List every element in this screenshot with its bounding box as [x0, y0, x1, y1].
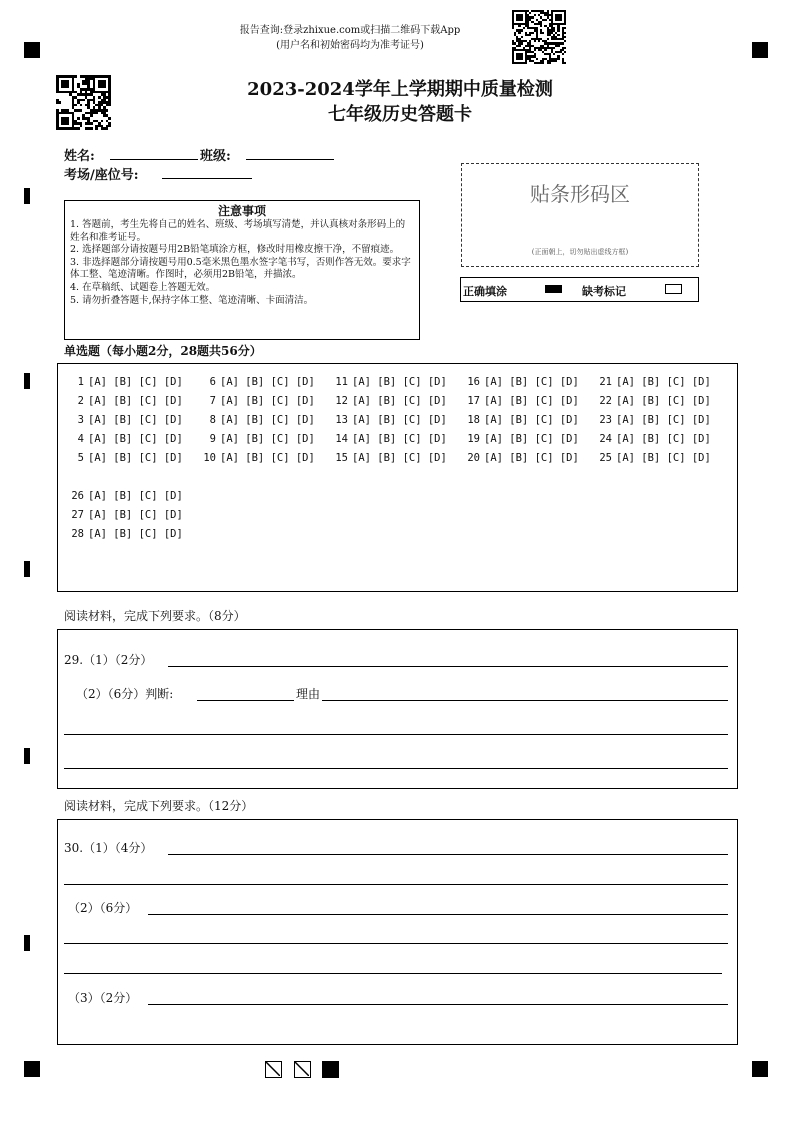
- page-mark-filled: [322, 1061, 339, 1078]
- mc-options[interactable]: [A] [B] [C] [D]: [352, 376, 447, 388]
- q30-part2-line[interactable]: [148, 914, 728, 915]
- notice-title: 注意事项: [217, 204, 266, 218]
- mc-question-number: 8: [209, 414, 216, 426]
- q29-answer-line[interactable]: [64, 734, 728, 735]
- mc-options[interactable]: [A] [B] [C] [D]: [352, 395, 447, 407]
- mc-question-row[interactable]: [66, 528, 183, 540]
- q29-section-title: 阅读材料，完成下列要求。（8分）: [64, 609, 246, 623]
- notice-item: 5. 请勿折叠答题卡,保持字体工整、笔迹清晰、卡面清洁。: [70, 294, 314, 306]
- mc-options[interactable]: [A] [B] [C] [D]: [88, 414, 183, 426]
- mc-question-row[interactable]: [462, 414, 579, 426]
- corner-mark-top-left: [24, 42, 40, 58]
- mc-question-row[interactable]: [462, 376, 579, 388]
- mc-options[interactable]: [A] [B] [C] [D]: [616, 433, 711, 445]
- mc-question-number: 14: [335, 433, 348, 445]
- mc-question-number: 21: [599, 376, 612, 388]
- barcode-hint: (正面朝上，切勿贴出虚线方框): [531, 248, 629, 256]
- absent-mark-label: 缺考标记: [582, 285, 626, 298]
- mc-question-number: 17: [467, 395, 480, 407]
- exam-qr-code: [56, 75, 111, 130]
- mc-options[interactable]: [A] [B] [C] [D]: [616, 376, 711, 388]
- mc-options[interactable]: [A] [B] [C] [D]: [352, 433, 447, 445]
- q30-answer-line[interactable]: [64, 943, 728, 944]
- mc-options[interactable]: [A] [B] [C] [D]: [484, 452, 579, 464]
- mc-question-number: 25: [599, 452, 612, 464]
- q30-section-title: 阅读材料，完成下列要求。（12分）: [64, 799, 254, 813]
- notice-item: 4. 在草稿纸、试题卷上答题无效。: [70, 281, 216, 293]
- mc-question-number: 20: [467, 452, 480, 464]
- q30-part1-label: 30.（1）（4分）: [64, 841, 153, 855]
- timing-mark: [24, 561, 30, 577]
- mc-question-number: 19: [467, 433, 480, 445]
- credential-note: (用户名和初始密码均为准考证号): [276, 40, 424, 51]
- page-mark-slashed: [265, 1061, 282, 1078]
- mc-question-number: 13: [335, 414, 348, 426]
- mc-options[interactable]: [A] [B] [C] [D]: [220, 376, 315, 388]
- mc-options[interactable]: [A] [B] [C] [D]: [88, 376, 183, 388]
- mc-question-row[interactable]: [198, 414, 315, 426]
- q29-judgement-line[interactable]: [197, 700, 294, 701]
- mc-question-row[interactable]: [594, 395, 711, 407]
- mc-options[interactable]: [A] [B] [C] [D]: [484, 433, 579, 445]
- correct-fill-label: 正确填涂: [463, 285, 507, 298]
- mc-options[interactable]: [A] [B] [C] [D]: [484, 376, 579, 388]
- card-title: 七年级历史答题卡: [328, 104, 472, 125]
- mc-question-number: 1: [77, 376, 84, 388]
- q29-reason-label: 理由: [296, 687, 321, 701]
- notice-item: 3. 非选择题部分请按题号用0.5毫米黑色墨水签字笔书写，否则作答无效。要求字体工整、笔迹清晰。作图时，必须用2B铅笔，并描浓。: [70, 256, 411, 281]
- mc-options[interactable]: [A] [B] [C] [D]: [220, 395, 315, 407]
- mc-question-row[interactable]: [462, 433, 579, 445]
- mc-question-row[interactable]: [462, 395, 579, 407]
- mc-options[interactable]: [A] [B] [C] [D]: [220, 433, 315, 445]
- seat-label: 考场/座位号:: [64, 168, 139, 183]
- mc-options[interactable]: [A] [B] [C] [D]: [88, 528, 183, 540]
- mc-question-row[interactable]: [330, 414, 447, 426]
- q29-answer-box: [57, 629, 738, 789]
- mc-question-row[interactable]: [66, 433, 183, 445]
- q29-part2-label: （2）（6分）判断:: [76, 687, 174, 701]
- mc-question-number: 4: [77, 433, 84, 445]
- q30-part3-line[interactable]: [148, 1004, 728, 1005]
- mc-question-row[interactable]: [198, 376, 315, 388]
- mc-question-row[interactable]: [594, 376, 711, 388]
- barcode-area[interactable]: [461, 163, 699, 267]
- mc-question-row[interactable]: [594, 433, 711, 445]
- mc-question-row[interactable]: [594, 414, 711, 426]
- mc-question-number: 23: [599, 414, 612, 426]
- q29-part1-label: 29.（1）（2分）: [64, 653, 153, 667]
- mc-options[interactable]: [A] [B] [C] [D]: [352, 414, 447, 426]
- notice-item: 2. 选择题部分请按题号用2B铅笔填涂方框，修改时用橡皮擦干净，不留痕迹。: [70, 244, 400, 256]
- corner-mark-bottom-left: [24, 1061, 40, 1077]
- page-mark-slashed: [294, 1061, 311, 1078]
- mc-question-row[interactable]: [594, 452, 711, 464]
- mc-options[interactable]: [A] [B] [C] [D]: [484, 395, 579, 407]
- q29-answer-line[interactable]: [64, 768, 728, 769]
- mc-question-number: 22: [599, 395, 612, 407]
- barcode-label: 贴条形码区: [530, 182, 630, 206]
- mc-question-number: 3: [77, 414, 84, 426]
- mc-question-row[interactable]: [330, 395, 447, 407]
- mc-options[interactable]: [A] [B] [C] [D]: [88, 490, 183, 502]
- timing-mark: [24, 373, 30, 389]
- mc-question-row[interactable]: [198, 452, 315, 464]
- mc-question-number: 6: [209, 376, 216, 388]
- absent-mark-checkbox[interactable]: [665, 284, 682, 294]
- q30-answer-line[interactable]: [64, 884, 728, 885]
- mc-options[interactable]: [A] [B] [C] [D]: [616, 414, 711, 426]
- mc-question-number: 12: [335, 395, 348, 407]
- q30-answer-box: [57, 819, 738, 1045]
- mc-question-number: 28: [71, 528, 84, 540]
- class-label: 班级:: [200, 149, 231, 164]
- mc-question-row[interactable]: [330, 452, 447, 464]
- mc-options[interactable]: [A] [B] [C] [D]: [484, 414, 579, 426]
- mc-question-number: 9: [209, 433, 216, 445]
- mc-options[interactable]: [A] [B] [C] [D]: [88, 509, 183, 521]
- timing-mark: [24, 748, 30, 764]
- mc-question-row[interactable]: [198, 433, 315, 445]
- notice-item: 1. 答题前，考生先将自己的姓名、班级、考场填写清楚，并认真核对条形码上的姓名和准考证号。: [70, 219, 406, 243]
- mc-question-number: 27: [71, 509, 84, 521]
- name-label: 姓名:: [64, 149, 95, 164]
- fill-legend: [460, 277, 699, 302]
- mc-options[interactable]: [A] [B] [C] [D]: [88, 395, 183, 407]
- corner-mark-top-right: [752, 42, 768, 58]
- mc-options[interactable]: [A] [B] [C] [D]: [352, 452, 447, 464]
- mc-question-row[interactable]: [66, 414, 183, 426]
- exam-title: 2023-2024学年上学期期中质量检测: [247, 79, 553, 100]
- notice-box: [64, 200, 420, 340]
- timing-mark: [24, 188, 30, 204]
- mc-question-row[interactable]: [66, 452, 183, 464]
- mc-options[interactable]: [A] [B] [C] [D]: [220, 452, 315, 464]
- q30-answer-line[interactable]: [64, 973, 722, 974]
- mc-question-row[interactable]: [330, 433, 447, 445]
- mc-question-number: 16: [467, 376, 480, 388]
- mc-answer-box: [57, 363, 738, 592]
- mc-options[interactable]: [A] [B] [C] [D]: [88, 433, 183, 445]
- mc-question-row[interactable]: [330, 376, 447, 388]
- mc-question-row[interactable]: [66, 395, 183, 407]
- mc-question-number: 26: [71, 490, 84, 502]
- mc-question-row[interactable]: [66, 490, 183, 502]
- mc-question-number: 18: [467, 414, 480, 426]
- mc-options[interactable]: [A] [B] [C] [D]: [616, 395, 711, 407]
- mc-options[interactable]: [A] [B] [C] [D]: [616, 452, 711, 464]
- correct-fill-sample: [545, 285, 562, 293]
- download-qr-code[interactable]: [512, 10, 566, 64]
- q29-reason-line[interactable]: [322, 700, 728, 701]
- mc-question-row[interactable]: [198, 395, 315, 407]
- class-field[interactable]: [246, 158, 334, 160]
- mc-question-number: 10: [203, 452, 216, 464]
- mc-question-number: 11: [335, 376, 348, 388]
- q30-part1-line[interactable]: [168, 854, 728, 855]
- report-query-line: 报告查询:登录zhixue.com或扫描二维码下载App: [239, 25, 461, 36]
- q29-part1-line[interactable]: [168, 666, 728, 667]
- mc-question-number: 5: [77, 452, 84, 464]
- mc-question-number: 2: [77, 395, 84, 407]
- mc-section-title: 单选题（每小题2分，28题共56分）: [64, 344, 262, 358]
- corner-mark-bottom-right: [752, 1061, 768, 1077]
- q30-part2-label: （2）（6分）: [68, 901, 138, 915]
- mc-question-number: 24: [599, 433, 612, 445]
- mc-question-number: 15: [335, 452, 348, 464]
- mc-options[interactable]: [A] [B] [C] [D]: [220, 414, 315, 426]
- mc-question-row[interactable]: [66, 376, 183, 388]
- mc-question-row[interactable]: [462, 452, 579, 464]
- mc-question-row[interactable]: [66, 509, 183, 521]
- seat-field[interactable]: [162, 177, 252, 179]
- mc-question-number: 7: [209, 395, 216, 407]
- q30-part3-label: （3）（2分）: [68, 991, 138, 1005]
- timing-mark: [24, 935, 30, 951]
- mc-options[interactable]: [A] [B] [C] [D]: [88, 452, 183, 464]
- name-field[interactable]: [110, 158, 198, 160]
